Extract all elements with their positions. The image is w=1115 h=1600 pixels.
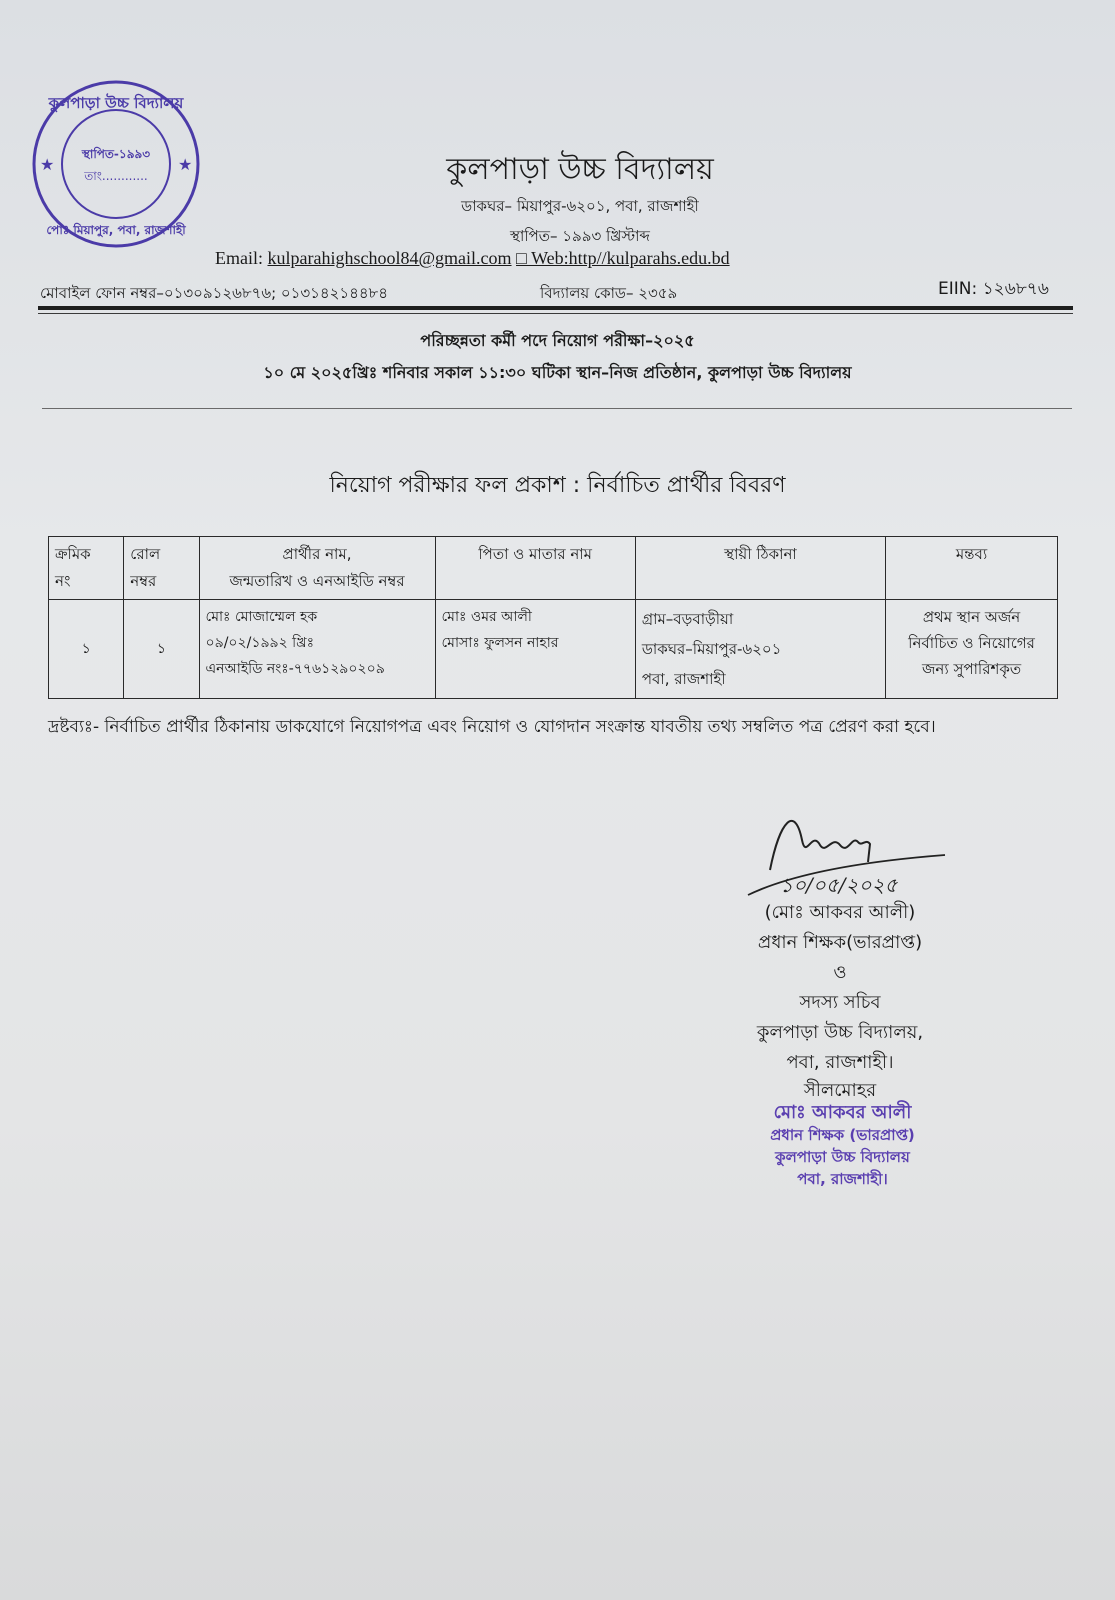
school-code: বিদ্যালয় কোড– ২৩৫৯ bbox=[540, 284, 678, 302]
cell-roll: ১ bbox=[124, 600, 199, 699]
cell-address bbox=[635, 600, 885, 699]
signatory-role: সদস্য সচিব bbox=[799, 992, 881, 1013]
section-divider bbox=[42, 408, 1072, 409]
seal-date: তাং............ bbox=[84, 169, 148, 183]
stamp-designation: প্রধান শিক্ষক (ভারপ্রাপ্ত) bbox=[770, 1126, 915, 1144]
cell-serial: ১ bbox=[49, 600, 124, 699]
header-roll: রোল নম্বর bbox=[124, 537, 199, 600]
header-serial: ক্রমিক নং bbox=[49, 537, 124, 600]
signatory-location: পবা, রাজশাহী। bbox=[786, 1052, 894, 1073]
header-divider-thick bbox=[38, 306, 1073, 310]
stamp-school: কুলপাড়া উচ্চ বিদ্যালয় bbox=[775, 1148, 910, 1166]
signatory-name: (মোঃ আকবর আলী) bbox=[764, 902, 916, 923]
mother-name: মোসাঃ ফুলসন নাহার bbox=[441, 635, 559, 651]
seal-estd: স্থাপিত-১৯৯৩ bbox=[81, 147, 151, 161]
email-label: Email: bbox=[215, 248, 268, 268]
school-name: কুলপাড়া উচ্চ বিদ্যালয় bbox=[446, 152, 714, 187]
cell-remarks bbox=[886, 600, 1058, 699]
note-paragraph: দ্রষ্টব্যঃ- নির্বাচিত প্রার্থীর ঠিকানায় ডাকযোগে নিয়োগপত্র এবং নিয়োগ ও যোগদান সংক্রান্ত যাবতীয় তথ্য সম্বলিত পত্র প্রেরণ করা হবে। bbox=[48, 717, 936, 737]
table-row bbox=[49, 600, 1058, 699]
remark-line-3: জন্য সুপারিশকৃত bbox=[921, 660, 1022, 678]
signatory-and: ও bbox=[833, 962, 847, 983]
svg-text:★: ★ bbox=[178, 155, 193, 174]
school-seal bbox=[30, 78, 202, 250]
result-heading: নিয়োগ পরীক্ষার ফল প্রকাশ : নির্বাচিত প্রার্থীর বিবরণ bbox=[329, 473, 786, 498]
header-parents: পিতা ও মাতার নাম bbox=[435, 537, 635, 600]
eiin-number: EIIN: ১২৬৮৭৬ bbox=[938, 279, 1049, 299]
address-village: গ্রাম–বড়বাড়ীয়া bbox=[641, 610, 734, 628]
address-post: ডাকঘর–মিয়াপুর-৬২০১ bbox=[641, 640, 782, 658]
post-address: ডাকঘর– মিয়াপুর-৬২০১, পবা, রাজশাহী bbox=[461, 197, 699, 215]
header-divider-thin bbox=[38, 313, 1073, 314]
cell-candidate bbox=[199, 600, 435, 699]
contact-line bbox=[215, 248, 935, 269]
address-upazila: পবা, রাজশাহী bbox=[641, 670, 726, 688]
header-address: স্থায়ী ঠিকানা bbox=[635, 537, 885, 600]
remark-line-2: নির্বাচিত ও নিয়োগের bbox=[908, 634, 1035, 652]
stamp-name: মোঃ আকবর আলী bbox=[773, 1102, 912, 1123]
candidate-dob: ০৯/০২/১৯৯২ খ্রিঃ bbox=[205, 635, 315, 651]
cell-parents bbox=[435, 600, 635, 699]
remark-line-1: প্রথম স্থান অর্জন bbox=[922, 608, 1021, 626]
candidate-nid: এনআইডি নংঃ-৭৭৬১২৯০২০৯ bbox=[205, 661, 385, 677]
exam-title: পরিচ্ছন্নতা কর্মী পদে নিয়োগ পরীক্ষা–২০২৫ bbox=[420, 331, 695, 350]
stamp-location: পবা, রাজশাহী। bbox=[797, 1170, 888, 1188]
svg-text:★: ★ bbox=[40, 155, 55, 174]
seal-bottom-text: পোঃ মিয়াপুর, পবা, রাজশাহী bbox=[46, 223, 186, 237]
seal-outer-text: কুলপাড়া উচ্চ বিদ্যালয় bbox=[48, 94, 184, 112]
candidate-name: মোঃ মোজাম্মেল হক bbox=[205, 609, 318, 625]
result-table bbox=[48, 536, 1058, 699]
web-link[interactable]: □ Web:http//kulparahs.edu.bd bbox=[516, 248, 730, 268]
established-line: স্থাপিত– ১৯৯৩ খ্রিস্টাব্দ bbox=[510, 227, 650, 245]
signatory-designation: প্রধান শিক্ষক(ভারপ্রাপ্ত) bbox=[757, 932, 923, 953]
header-remarks: মন্তব্য bbox=[886, 537, 1058, 600]
exam-time-place: ১০ মে ২০২৫খ্রিঃ শনিবার সকাল ১১:৩০ ঘটিকা স্থান–নিজ প্রতিষ্ঠান, কুলপাড়া উচ্চ বিদ্যালয় bbox=[263, 363, 852, 382]
mobile-numbers: মোবাইল ফোন নম্বর–০১৩০৯১২৬৮৭৬; ০১৩১৪২১৪৪৮৪ bbox=[40, 284, 389, 302]
seal-label: সীলমোহর bbox=[803, 1080, 877, 1101]
table-header-row bbox=[49, 537, 1058, 600]
father-name: মোঃ ওমর আলী bbox=[441, 609, 532, 625]
email-link[interactable]: kulparahighschool84@gmail.com bbox=[267, 248, 512, 268]
headmaster-stamp bbox=[720, 1102, 965, 1190]
signature-date: ১০/০৫/২০২৫ bbox=[780, 873, 898, 897]
header-candidate: প্রার্থীর নাম, জন্মতারিখ ও এনআইডি নম্বর bbox=[199, 537, 435, 600]
signatory-school: কুলপাড়া উচ্চ বিদ্যালয়, bbox=[756, 1022, 924, 1043]
